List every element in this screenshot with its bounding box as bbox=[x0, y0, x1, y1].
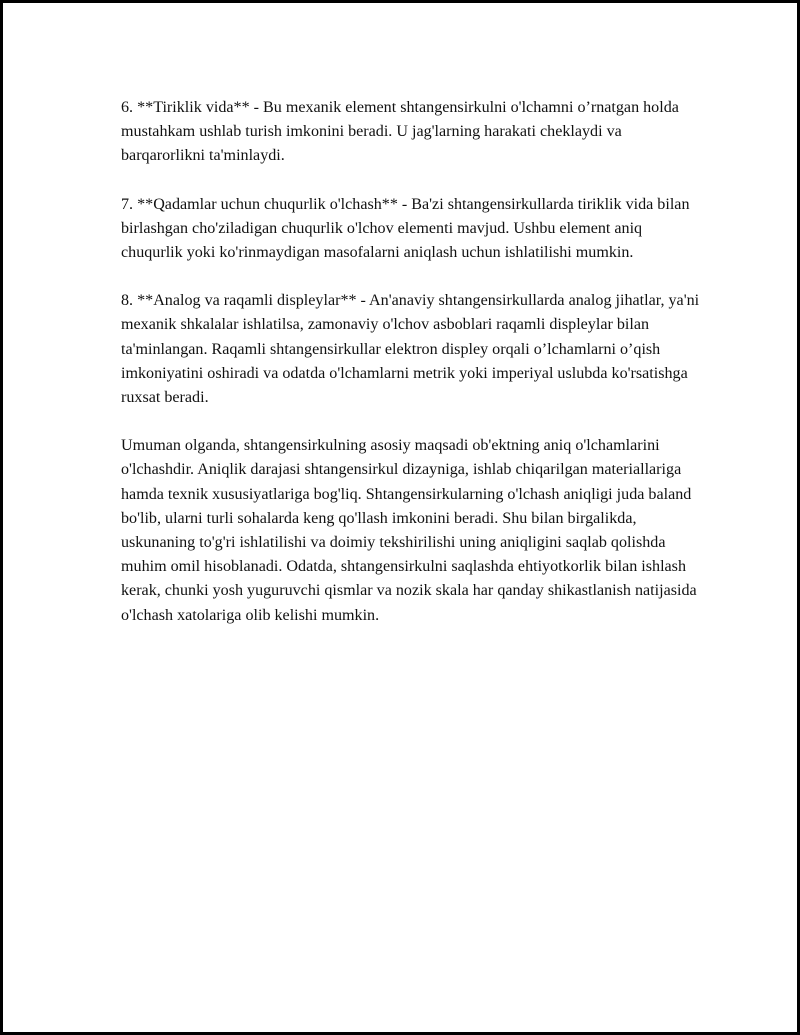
paragraph-7-chuqurlik-olchash: 7. **Qadamlar uchun chuqurlik o'lchash** - Ba'zi shtangensirkullarda tiriklik vida bilan birlashgan cho'ziladigan chuqurlik o'lchov elementi mavjud. Ushbu element aniq chuqurlik yoki ko'rinmaydigan masofalarni aniqlash uchun ishlatilishi mumkin. bbox=[121, 195, 690, 262]
document-content bbox=[121, 96, 706, 628]
paragraph-6-tiriklik-vida: 6. **Tiriklik vida** - Bu mexanik element shtangensirkulni o'lchamni o’rnatgan holda mustahkam ushlab turish imkonini beradi. U jag'larning harakati cheklaydi va barqarorlikni ta'minlaydi. bbox=[121, 99, 679, 165]
paragraph-conclusion: Umuman olganda, shtangensirkulning asosiy maqsadi ob'ektning aniq o'lchamlarini o'lchashdir. Aniqlik darajasi shtangensirkul dizayniga, ishlab chiqarilgan materiallariga hamda texnik xususiyatlariga bog'liq. Shtangensirkularning o'lchash aniqligi juda baland bo'lib, ularni turli sohalarda keng qo'llash imkonini beradi. Shu bilan birgalikda, uskunaning to'g'ri ishlatilishi va doimiy tekshirilishi uning aniqligini saqlab qolishda muhim omil hisoblanadi. Odatda, shtangensirkulni saqlashda ehtiyotkorlik bilan ishlash kerak, chunki yosh yuguruvchi qismlar va nozik skala har qanday shikastlanish natijasida o'lchash xatolariga olib kelishi mumkin. bbox=[121, 437, 697, 624]
paragraph-8-analog-raqamli-displeylar: 8. **Analog va raqamli displeylar** - An'anaviy shtangensirkullarda analog jihatlar, ya'ni mexanik shkalalar ishlatilsa, zamonaviy o'lchov asboblari raqamli displeylar bilan ta'minlangan. Raqamli shtangensirkullar elektron displey orqali o’lchamlarni o’qish imkoniyatini oshiradi va odatda o'lchamlarni metrik yoki imperiyal uslubda ko'rsatishga ruxsat beradi. bbox=[121, 292, 700, 407]
